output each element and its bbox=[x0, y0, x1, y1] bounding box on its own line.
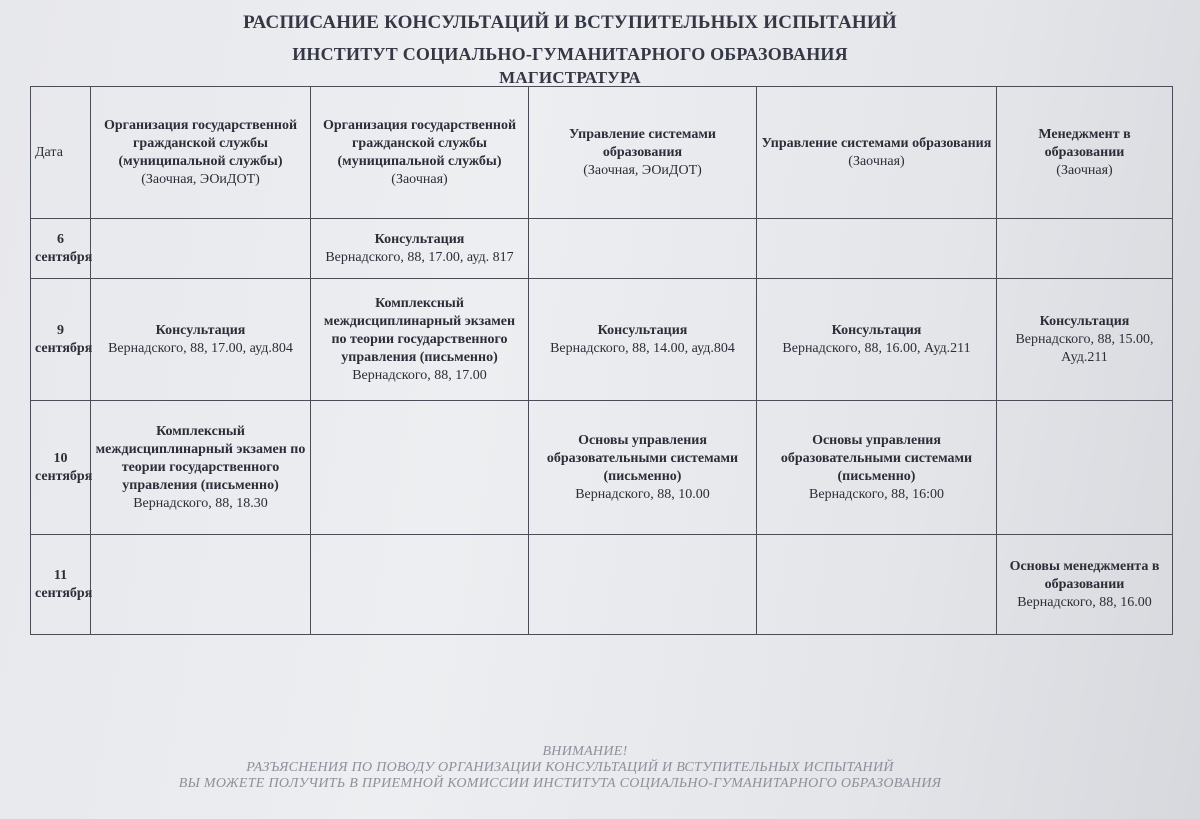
schedule-cell bbox=[311, 219, 529, 279]
schedule-cell bbox=[529, 401, 757, 535]
notice-text: ВЫ МОЖЕТЕ ПОЛУЧИТЬ В ПРИЕМНОЙ КОМИССИИ ИНСТИТУТА СОЦИАЛЬНО-ГУМАНИТАРНОГО ОБРАЗОВАНИЯ bbox=[178, 776, 942, 791]
schedule-cell bbox=[529, 535, 757, 635]
event-title: Консультация bbox=[374, 231, 465, 247]
schedule-cell bbox=[91, 219, 311, 279]
schedule-cell bbox=[757, 219, 997, 279]
event-title: Консультация bbox=[597, 322, 688, 338]
notice-heading: ВНИМАНИЕ! bbox=[542, 744, 628, 759]
event-detail: Вернадского, 88, 17.00, ауд.804 bbox=[108, 340, 293, 356]
table-row bbox=[31, 535, 1173, 635]
event-detail: Вернадского, 88, 18.30 bbox=[133, 495, 268, 511]
column-header bbox=[757, 87, 997, 219]
table-row bbox=[31, 401, 1173, 535]
schedule-cell bbox=[529, 219, 757, 279]
event-detail: Вернадского, 88, 16.00 bbox=[1017, 594, 1152, 610]
column-title: Управление системами образования bbox=[569, 126, 716, 160]
event-detail: Вернадского, 88, 17.00, ауд. 817 bbox=[325, 249, 514, 265]
schedule-cell bbox=[91, 535, 311, 635]
event-detail: Вернадского, 88, 16:00 bbox=[809, 486, 944, 502]
column-header bbox=[529, 87, 757, 219]
event-title: Комплексный междисциплинарный экзамен по теории государственного управления (письменно) bbox=[323, 295, 516, 365]
event-title: Консультация bbox=[155, 322, 246, 338]
event-detail: Вернадского, 88, 10.00 bbox=[575, 486, 710, 502]
schedule-cell bbox=[757, 279, 997, 401]
column-form: (Заочная) bbox=[1056, 162, 1113, 178]
schedule-cell bbox=[997, 279, 1173, 401]
event-title: Основы управления образовательными системами (письменно) bbox=[546, 432, 739, 484]
notice-text: РАЗЪЯСНЕНИЯ ПО ПОВОДУ ОРГАНИЗАЦИИ КОНСУЛЬТАЦИЙ И ВСТУПИТЕЛЬНЫХ ИСПЫТАНИЙ bbox=[246, 760, 894, 775]
column-title: Управление системами образования bbox=[761, 135, 992, 151]
event-title: Комплексный междисциплинарный экзамен по теории государственного управления (письменно) bbox=[95, 423, 306, 493]
date-cell: 6 сентября bbox=[31, 219, 91, 279]
date-column-header: Дата bbox=[31, 87, 91, 219]
schedule-cell bbox=[91, 279, 311, 401]
program-level-title: МАГИСТРАТУРА bbox=[499, 68, 641, 87]
column-header bbox=[311, 87, 529, 219]
table-header-row bbox=[31, 87, 1173, 219]
event-title: Консультация bbox=[1039, 313, 1130, 329]
schedule-cell bbox=[997, 535, 1173, 635]
schedule-cell bbox=[997, 219, 1173, 279]
event-detail: Вернадского, 88, 16.00, Ауд.211 bbox=[782, 340, 971, 356]
schedule-table bbox=[30, 86, 1173, 635]
event-detail: Вернадского, 88, 15.00, Ауд.211 bbox=[1015, 331, 1154, 365]
schedule-cell bbox=[91, 401, 311, 535]
column-header bbox=[91, 87, 311, 219]
column-form: (Заочная, ЭОиДОТ) bbox=[583, 162, 702, 178]
schedule-cell bbox=[311, 401, 529, 535]
institute-title: ИНСТИТУТ СОЦИАЛЬНО-ГУМАНИТАРНОГО ОБРАЗОВАНИЯ bbox=[292, 44, 848, 64]
event-title: Основы менеджмента в образовании bbox=[1009, 558, 1160, 592]
column-form: (Заочная) bbox=[391, 171, 448, 187]
column-title: Организация государственной гражданской службы (муниципальной службы) bbox=[103, 117, 298, 169]
schedule-cell bbox=[311, 279, 529, 401]
date-cell: 11 сентября bbox=[31, 535, 91, 635]
schedule-cell bbox=[757, 401, 997, 535]
date-cell: 9 сентября bbox=[31, 279, 91, 401]
schedule-cell bbox=[529, 279, 757, 401]
column-form: (Заочная, ЭОиДОТ) bbox=[141, 171, 260, 187]
date-cell: 10 сентября bbox=[31, 401, 91, 535]
schedule-cell bbox=[997, 401, 1173, 535]
event-detail: Вернадского, 88, 14.00, ауд.804 bbox=[550, 340, 735, 356]
event-title: Основы управления образовательными системами (письменно) bbox=[780, 432, 973, 484]
column-title: Организация государственной гражданской службы (муниципальной службы) bbox=[322, 117, 517, 169]
schedule-cell bbox=[311, 535, 529, 635]
schedule-cell bbox=[757, 535, 997, 635]
column-header bbox=[997, 87, 1173, 219]
page-title: РАСПИСАНИЕ КОНСУЛЬТАЦИЙ И ВСТУПИТЕЛЬНЫХ ИСПЫТАНИЙ bbox=[243, 12, 897, 33]
column-form: (Заочная) bbox=[848, 153, 905, 169]
column-title: Менеджмент в образовании bbox=[1038, 126, 1131, 160]
table-row bbox=[31, 279, 1173, 401]
event-title: Консультация bbox=[831, 322, 922, 338]
event-detail: Вернадского, 88, 17.00 bbox=[352, 367, 487, 383]
table-row bbox=[31, 219, 1173, 279]
